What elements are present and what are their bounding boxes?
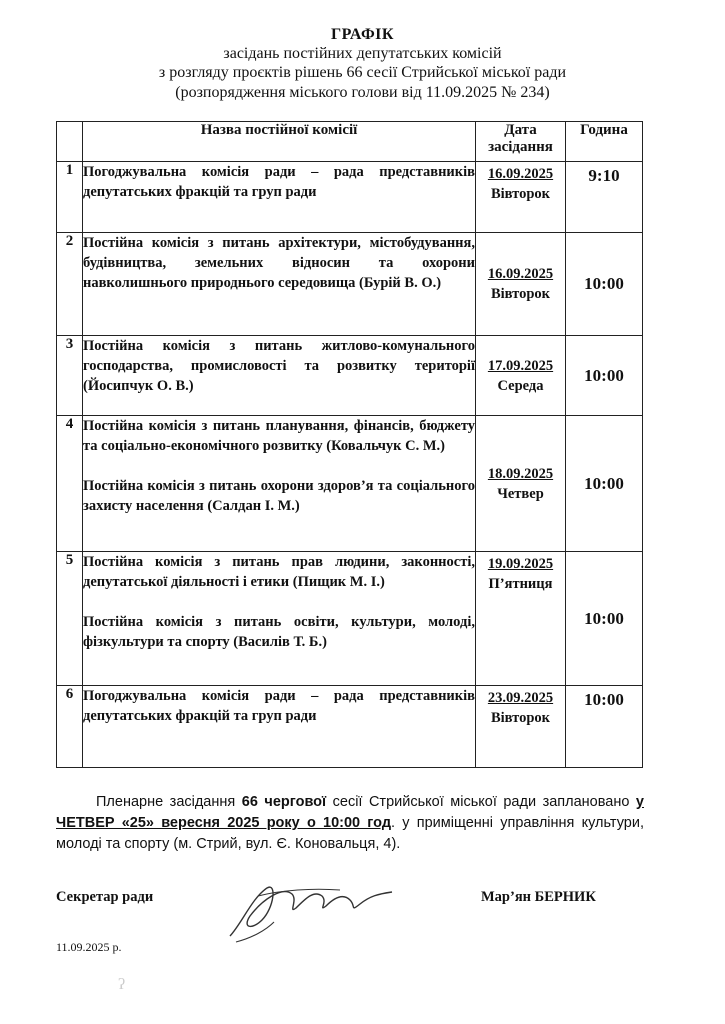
committee-name: Постійна комісія з питань архітектури, містобудування, будівництва, земельних відносин та охорони навколишнього природнього середовища (Бурій В. О.) [83, 235, 475, 291]
meeting-weekday: Середа [497, 377, 544, 394]
meeting-date: 16.09.2025 [487, 166, 554, 182]
header-date: Дата засідання [476, 122, 566, 162]
table-row [57, 416, 643, 552]
committee-name: Погоджувальна комісія ради – рада представників депутатських фракцій та груп ради [83, 164, 475, 200]
table-row [57, 233, 643, 336]
committee-cell [83, 552, 476, 686]
signatory-role: Секретар ради [56, 889, 154, 905]
table-row [57, 336, 643, 416]
header-committee-name: Назва постійної комісії [83, 122, 476, 162]
table-header-row [57, 122, 643, 162]
meeting-weekday: Вівторок [490, 286, 551, 302]
doc-subtitle-line1: засідань постійних депутатських комісій [223, 45, 502, 62]
date-cell [476, 336, 566, 416]
meeting-time: 10:00 [566, 336, 643, 416]
committee-name: Постійна комісія з питань освіти, культури, молоді, фізкультури та спорту (Василів Т. Б.) [83, 614, 475, 650]
committee-cell [83, 233, 476, 336]
document-date: 11.09.2025 р. [56, 940, 122, 954]
table-row [57, 162, 643, 233]
meeting-time: 10:00 [566, 233, 643, 336]
table-row [57, 552, 643, 686]
committee-name: Постійна комісія з питань житлово-комунального господарства, промисловості та розвитку території (Йосипчук О. В.) [83, 338, 475, 394]
committee-cell [83, 686, 476, 768]
meeting-weekday: П’ятниця [488, 576, 553, 592]
row-number: 4 [57, 416, 83, 552]
committee-cell [83, 336, 476, 416]
committee-name: Погоджувальна комісія ради – рада представників депутатських фракцій та груп ради [83, 688, 475, 724]
meeting-date: 17.09.2025 [487, 357, 554, 374]
committee-name: Постійна комісія з питань прав людини, законності, депутатської діяльності і етики (Пищик М. І.) [83, 554, 475, 590]
committee-name: Постійна комісія з питань планування, фінансів, бюджету та соціально-економічного розвитку (Ковальчук С. М.) [83, 418, 475, 454]
doc-title: ГРАФІК [330, 26, 395, 43]
plenary-note: Пленарне засідання 66 чергової сесії Стрийської міської ради заплановано у ЧЕТВЕР «25» вересня 2025 року о 10:00 год. у приміщенні управління культури, молоді та спорту (м. Стрий, вул. Є. Коновальця, 4). [56, 794, 644, 852]
committee-cell [83, 416, 476, 552]
row-number: 2 [57, 233, 83, 336]
row-number: 6 [57, 686, 83, 768]
date-cell [476, 162, 566, 233]
committee-name: Постійна комісія з питань охорони здоров’я та соціального захисту населення (Салдан І. М.) [83, 478, 475, 514]
plenary-datetime: у ЧЕТВЕР «25» вересня 2025 року о 10:00 год [56, 794, 644, 831]
committee-cell [83, 162, 476, 233]
date-cell [476, 233, 566, 336]
meeting-weekday: Четвер [497, 485, 544, 502]
meeting-date: 19.09.2025 [487, 556, 554, 572]
date-cell [476, 552, 566, 686]
scan-mark: ʔ [118, 976, 126, 993]
meeting-weekday: Вівторок [490, 710, 551, 726]
meeting-time: 10:00 [566, 686, 643, 768]
schedule-table [56, 121, 643, 768]
doc-subtitle-line2: з розгляду проєктів рішень 66 сесії Стрийської міської ради [158, 64, 567, 81]
date-cell [476, 686, 566, 768]
doc-subtitle-line3: (розпорядження міського голови від 11.09.2025 № 234) [175, 84, 550, 101]
row-number: 1 [57, 162, 83, 233]
meeting-time: 10:00 [566, 552, 643, 686]
meeting-date: 18.09.2025 [487, 465, 554, 482]
header-time: Година [566, 122, 643, 162]
meeting-time: 9:10 [566, 162, 643, 233]
meeting-date: 16.09.2025 [487, 266, 554, 282]
meeting-weekday: Вівторок [490, 186, 551, 202]
header-number [57, 122, 83, 162]
date-cell [476, 416, 566, 552]
signatory-name: Мар’ян БЕРНИК [481, 889, 596, 905]
session-number: 66 чергової [241, 794, 327, 810]
meeting-date: 23.09.2025 [487, 690, 554, 706]
row-number: 3 [57, 336, 83, 416]
meeting-time: 10:00 [566, 416, 643, 552]
handwritten-signature [222, 868, 402, 948]
row-number: 5 [57, 552, 83, 686]
table-row [57, 686, 643, 768]
